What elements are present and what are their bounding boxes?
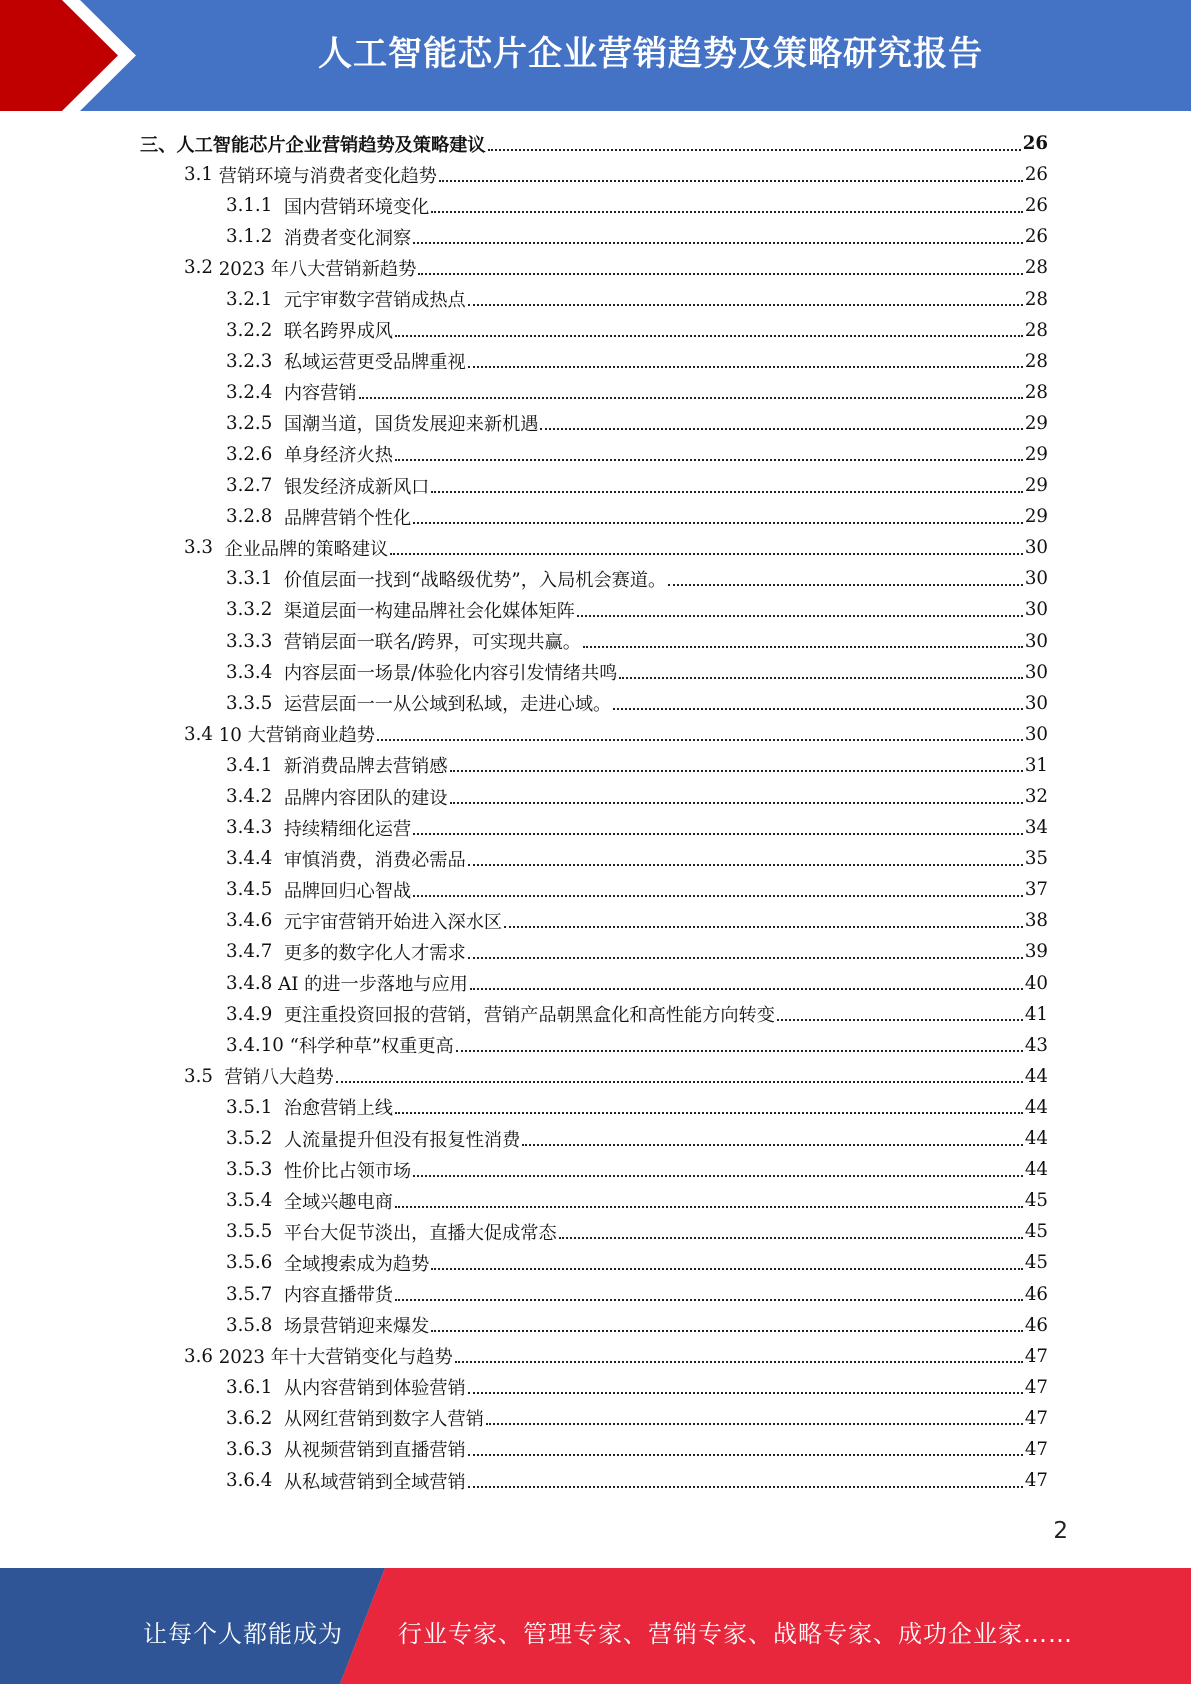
toc-entry-page: 28	[1024, 288, 1048, 310]
toc-entry-page: 44	[1024, 1096, 1048, 1118]
toc-dot-leader	[336, 1063, 1023, 1083]
toc-entry-title: 营销层面一联名/跨界，可实现共赢。	[283, 632, 581, 654]
toc-entry[interactable]	[140, 719, 1048, 750]
toc-entry-page: 26	[1024, 164, 1048, 186]
toc-dot-leader	[431, 473, 1022, 493]
toc-entry-title: 国潮当道，国货发展迎来新机遇	[283, 414, 539, 436]
toc-entry[interactable]	[140, 315, 1048, 346]
toc-entry-page: 28	[1024, 381, 1048, 403]
toc-entry[interactable]	[140, 968, 1048, 999]
toc-entry[interactable]	[140, 1310, 1048, 1341]
page-number: 2	[1053, 1518, 1068, 1544]
toc-entry[interactable]	[140, 626, 1048, 657]
toc-entry[interactable]	[140, 936, 1048, 967]
toc-entry-page: 45	[1024, 1190, 1048, 1212]
toc-entry-title: 10 大营销商业趋势	[218, 725, 375, 747]
toc-entry-page: 47	[1024, 1438, 1048, 1460]
toc-entry[interactable]	[140, 1185, 1048, 1216]
toc-dot-leader	[450, 752, 1023, 772]
toc-dot-leader	[486, 1405, 1023, 1425]
toc-entry-page: 46	[1024, 1283, 1048, 1305]
toc-entry-title: 品牌回归心智战	[283, 880, 412, 902]
toc-dot-leader	[395, 1188, 1023, 1208]
toc-entry[interactable]	[140, 1061, 1048, 1092]
toc-entry-title: 运营层面一一从公域到私域，走进心域。	[283, 694, 612, 716]
toc-entry-number: 3.5.3	[226, 1159, 284, 1181]
toc-entry-title: 从视频营销到直播营销	[283, 1440, 466, 1462]
toc-entry[interactable]	[140, 128, 1048, 159]
toc-entry[interactable]	[140, 439, 1048, 470]
toc-entry-title: 从内容营销到体验营销	[283, 1378, 466, 1400]
toc-entry[interactable]	[140, 1030, 1048, 1061]
toc-entry-title: 内容直播带货	[283, 1285, 393, 1307]
toc-entry-number: 3.5.1	[226, 1096, 284, 1118]
toc-entry[interactable]	[140, 532, 1048, 563]
toc-dot-leader	[468, 1436, 1023, 1456]
toc-entry-title: 内容营销	[283, 383, 357, 405]
toc-entry[interactable]	[140, 781, 1048, 812]
toc-entry-number: 3.5	[184, 1065, 225, 1087]
toc-entry[interactable]	[140, 812, 1048, 843]
footer-roles: 行业专家、管理专家、营销专家、战略专家、成功企业家……	[398, 1620, 1073, 1648]
toc-entry-number: 3.2.2	[226, 319, 284, 341]
toc-entry[interactable]	[140, 688, 1048, 719]
toc-entry-page: 44	[1024, 1128, 1048, 1150]
toc-dot-leader	[418, 255, 1023, 275]
toc-dot-leader	[613, 690, 1023, 710]
toc-entry-title: 从网红营销到数字人营销	[283, 1409, 484, 1431]
toc-dot-leader	[468, 939, 1023, 959]
toc-entry-page: 35	[1024, 848, 1048, 870]
toc-entry-number: 3.5.2	[226, 1128, 284, 1150]
toc-entry-title: 国内营销环境变化	[283, 196, 430, 218]
toc-dot-leader	[395, 1094, 1023, 1114]
footer-slogan: 让每个人都能成为	[143, 1620, 343, 1648]
toc-entry[interactable]	[140, 501, 1048, 532]
toc-entry[interactable]	[140, 1372, 1048, 1403]
toc-entry-title: 2023 年八大营销新趋势	[218, 258, 417, 280]
toc-dot-leader	[468, 1374, 1023, 1394]
toc-entry-number: 3.1	[184, 164, 219, 186]
toc-entry-number: 3.5.7	[226, 1283, 284, 1305]
toc-entry-page: 32	[1024, 786, 1048, 808]
toc-entry-page: 38	[1024, 910, 1048, 932]
toc-entry-title: 品牌营销个性化	[283, 507, 412, 529]
toc-entry[interactable]	[140, 470, 1048, 501]
toc-dot-leader	[583, 628, 1023, 648]
toc-entry[interactable]	[140, 377, 1048, 408]
toc-entry-title: 银发经济成新风口	[283, 476, 430, 498]
toc-entry[interactable]	[140, 1123, 1048, 1154]
toc-entry[interactable]	[140, 1341, 1048, 1372]
toc-entry-page: 43	[1024, 1034, 1048, 1056]
toc-entry-title: 三、人工智能芯片企业营销趋势及策略建议	[140, 134, 486, 156]
toc-entry-number: 3.4.4	[226, 848, 284, 870]
toc-dot-leader	[468, 846, 1023, 866]
toc-entry-title: 更多的数字化人才需求	[283, 942, 466, 964]
toc-dot-leader	[504, 908, 1023, 928]
toc-entry-title: 营销八大趋势	[224, 1067, 334, 1089]
toc-entry-number: 3.5.4	[226, 1190, 284, 1212]
toc-entry-number: 3.2.4	[226, 381, 284, 403]
toc-entry-number: 3.2.6	[226, 443, 284, 465]
toc-entry-page: 30	[1024, 723, 1048, 745]
toc-entry-title: 治愈营销上线	[283, 1098, 393, 1120]
toc-dot-leader	[431, 1312, 1022, 1332]
toc-dot-leader	[377, 721, 1023, 741]
toc-entry[interactable]	[140, 1216, 1048, 1247]
toc-dot-leader	[359, 379, 1023, 399]
toc-entry-title: “科学种草”权重更高	[289, 1036, 454, 1058]
toc-entry-number: 3.3.1	[226, 568, 284, 590]
toc-entry-page: 47	[1024, 1376, 1048, 1398]
table-of-contents	[140, 128, 1048, 1496]
toc-dot-leader	[619, 659, 1022, 679]
toc-entry-page: 29	[1024, 475, 1048, 497]
toc-entry-page: 29	[1024, 412, 1048, 434]
toc-dot-leader	[455, 1343, 1023, 1363]
toc-dot-leader	[439, 162, 1023, 182]
toc-entry-number: 3.4.3	[226, 817, 284, 839]
toc-entry[interactable]	[140, 190, 1048, 221]
toc-entry-page: 44	[1024, 1159, 1048, 1181]
toc-entry-number: 3.4.2	[226, 786, 284, 808]
toc-entry-page: 30	[1024, 630, 1048, 652]
toc-dot-leader	[468, 1468, 1023, 1488]
toc-entry-page: 26	[1022, 133, 1048, 155]
toc-entry-number: 3.1.2	[226, 226, 284, 248]
toc-entry[interactable]	[140, 346, 1048, 377]
toc-entry-page: 45	[1024, 1252, 1048, 1274]
toc-entry-number: 3.2.3	[226, 350, 284, 372]
toc-entry-title: 联名跨界成风	[283, 321, 393, 343]
toc-entry-title: 企业品牌的策略建议	[224, 538, 389, 560]
toc-entry-page: 30	[1024, 599, 1048, 621]
toc-entry-number: 3.3.5	[226, 692, 284, 714]
toc-entry-number: 3.6.4	[226, 1470, 284, 1492]
toc-dot-leader	[468, 348, 1023, 368]
toc-entry-number: 3.4.9	[226, 1003, 284, 1025]
toc-entry-title: 新消费品牌去营销感	[283, 756, 448, 778]
toc-entry-page: 39	[1024, 941, 1048, 963]
toc-entry-number: 3.4.8	[226, 972, 279, 994]
toc-entry[interactable]	[140, 1434, 1048, 1465]
toc-entry-number: 3.3.3	[226, 630, 284, 652]
toc-entry[interactable]	[140, 1403, 1048, 1434]
toc-entry-title: 营销环境与消费者变化趋势	[218, 165, 437, 187]
toc-entry-page: 41	[1024, 1003, 1048, 1025]
toc-entry-title: 渠道层面一构建品牌社会化媒体矩阵	[283, 600, 575, 622]
toc-entry-title: 从私域营销到全域营销	[283, 1471, 466, 1493]
toc-entry-page: 29	[1024, 506, 1048, 528]
toc-dot-leader	[456, 1032, 1023, 1052]
toc-entry-number: 3.6.1	[226, 1376, 284, 1398]
page-title: 人工智能芯片企业营销趋势及策略研究报告	[318, 34, 983, 74]
toc-dot-leader	[522, 1126, 1023, 1146]
toc-dot-leader	[431, 193, 1022, 213]
toc-dot-leader	[413, 504, 1023, 524]
header-banner	[0, 0, 1191, 111]
toc-entry-title: 消费者变化洞察	[283, 227, 412, 249]
toc-entry-number: 3.1.1	[226, 195, 284, 217]
toc-entry-title: 元宇宙营销开始进入深水区	[283, 911, 503, 933]
toc-dot-leader	[413, 1157, 1023, 1177]
toc-entry-title: 2023 年十大营销变化与趋势	[218, 1347, 453, 1369]
toc-entry-number: 3.4	[184, 723, 219, 745]
toc-dot-leader	[413, 224, 1023, 244]
toc-entry-page: 40	[1024, 972, 1048, 994]
toc-entry-title: 更注重投资回报的营销，营销产品朝黑盒化和高性能方向转变	[283, 1005, 775, 1027]
toc-entry-title: 内容层面一场景/体验化内容引发情绪共鸣	[283, 663, 618, 685]
toc-dot-leader	[777, 1001, 1023, 1021]
toc-entry-number: 3.3.4	[226, 661, 284, 683]
toc-dot-leader	[540, 410, 1022, 430]
toc-entry-page: 30	[1024, 661, 1048, 683]
toc-entry[interactable]	[140, 1154, 1048, 1185]
toc-entry-page: 26	[1024, 195, 1048, 217]
toc-entry-page: 28	[1024, 319, 1048, 341]
toc-entry-page: 44	[1024, 1065, 1048, 1087]
toc-entry-page: 46	[1024, 1314, 1048, 1336]
toc-entry-number: 3.5.5	[226, 1221, 284, 1243]
toc-dot-leader	[395, 1281, 1023, 1301]
toc-entry-page: 30	[1024, 537, 1048, 559]
toc-entry[interactable]	[140, 1465, 1048, 1496]
toc-entry-title: 持续精细化运营	[283, 818, 412, 840]
toc-dot-leader	[668, 566, 1023, 586]
toc-entry-number: 3.2.1	[226, 288, 284, 310]
toc-dot-leader	[468, 286, 1023, 306]
toc-entry[interactable]	[140, 874, 1048, 905]
toc-dot-leader	[395, 317, 1023, 337]
toc-entry[interactable]	[140, 657, 1048, 688]
toc-entry[interactable]	[140, 1092, 1048, 1123]
toc-entry-title: 全域兴趣电商	[283, 1191, 393, 1213]
toc-entry-page: 47	[1024, 1470, 1048, 1492]
toc-entry-title: 品牌内容团队的建设	[283, 787, 448, 809]
toc-entry-number: 3.4.1	[226, 754, 284, 776]
toc-entry-title: 人流量提升但没有报复性消费	[283, 1129, 521, 1151]
toc-entry-number: 3.3	[184, 537, 225, 559]
toc-entry-page: 31	[1024, 754, 1048, 776]
toc-dot-leader	[431, 1250, 1022, 1270]
toc-entry-page: 47	[1024, 1407, 1048, 1429]
toc-entry-page: 45	[1024, 1221, 1048, 1243]
toc-entry[interactable]	[140, 594, 1048, 625]
toc-entry[interactable]	[140, 159, 1048, 190]
toc-entry-title: 私域运营更受品牌重视	[283, 352, 466, 374]
toc-entry-number: 3.3.2	[226, 599, 284, 621]
toc-entry[interactable]	[140, 1278, 1048, 1309]
toc-entry-page: 28	[1024, 350, 1048, 372]
red-chevron-arrow-icon	[0, 0, 170, 111]
toc-dot-leader	[390, 535, 1023, 555]
toc-entry-title: 元宇审数字营销成热点	[283, 290, 466, 312]
toc-entry-number: 3.5.8	[226, 1314, 284, 1336]
toc-entry-title: 平台大促节淡出，直播大促成常态	[283, 1222, 557, 1244]
toc-entry-number: 3.2.7	[226, 475, 284, 497]
toc-dot-leader	[450, 784, 1023, 804]
toc-entry-number: 3.4.10	[226, 1034, 290, 1056]
toc-entry[interactable]	[140, 563, 1048, 594]
toc-entry-number: 3.6.3	[226, 1438, 284, 1460]
toc-entry-page: 30	[1024, 568, 1048, 590]
toc-entry[interactable]	[140, 283, 1048, 314]
toc-entry-page: 34	[1024, 817, 1048, 839]
toc-entry-number: 3.6.2	[226, 1407, 284, 1429]
toc-dot-leader	[559, 1219, 1023, 1239]
toc-entry[interactable]	[140, 750, 1048, 781]
toc-entry-page: 30	[1024, 692, 1048, 714]
toc-entry-title: 审慎消费，消费必需品	[283, 849, 466, 871]
toc-entry-title: 性价比占领市场	[283, 1160, 412, 1182]
toc-entry-number: 3.4.6	[226, 910, 284, 932]
toc-dot-leader	[577, 597, 1023, 617]
toc-dot-leader	[413, 877, 1023, 897]
toc-entry-number: 3.2	[184, 257, 219, 279]
toc-dot-leader	[413, 815, 1023, 835]
toc-entry-title: AI 的进一步落地与应用	[278, 974, 468, 996]
toc-entry-title: 单身经济火热	[283, 445, 393, 467]
toc-entry[interactable]	[140, 843, 1048, 874]
toc-entry-number: 3.6	[184, 1345, 219, 1367]
toc-entry-page: 29	[1024, 443, 1048, 465]
toc-entry-title: 价值层面一找到“战略级优势”，入局机会赛道。	[283, 569, 667, 591]
toc-entry-title: 全域搜索成为趋势	[283, 1253, 430, 1275]
toc-dot-leader	[395, 441, 1023, 461]
toc-entry[interactable]	[140, 252, 1048, 283]
toc-entry-number: 3.4.7	[226, 941, 284, 963]
toc-dot-leader	[488, 131, 1021, 151]
toc-entry-number: 3.2.5	[226, 412, 284, 434]
toc-entry[interactable]	[140, 999, 1048, 1030]
toc-entry[interactable]	[140, 221, 1048, 252]
toc-dot-leader	[470, 970, 1023, 990]
toc-entry-number: 3.5.6	[226, 1252, 284, 1274]
toc-entry-page: 26	[1024, 226, 1048, 248]
toc-entry-number: 3.4.5	[226, 879, 284, 901]
toc-entry[interactable]	[140, 1247, 1048, 1278]
toc-entry[interactable]	[140, 905, 1048, 936]
toc-entry-page: 37	[1024, 879, 1048, 901]
toc-entry-title: 场景营销迎来爆发	[283, 1316, 430, 1338]
toc-entry-number: 3.2.8	[226, 506, 284, 528]
toc-entry-page: 28	[1024, 257, 1048, 279]
toc-entry-page: 47	[1024, 1345, 1048, 1367]
toc-entry[interactable]	[140, 408, 1048, 439]
